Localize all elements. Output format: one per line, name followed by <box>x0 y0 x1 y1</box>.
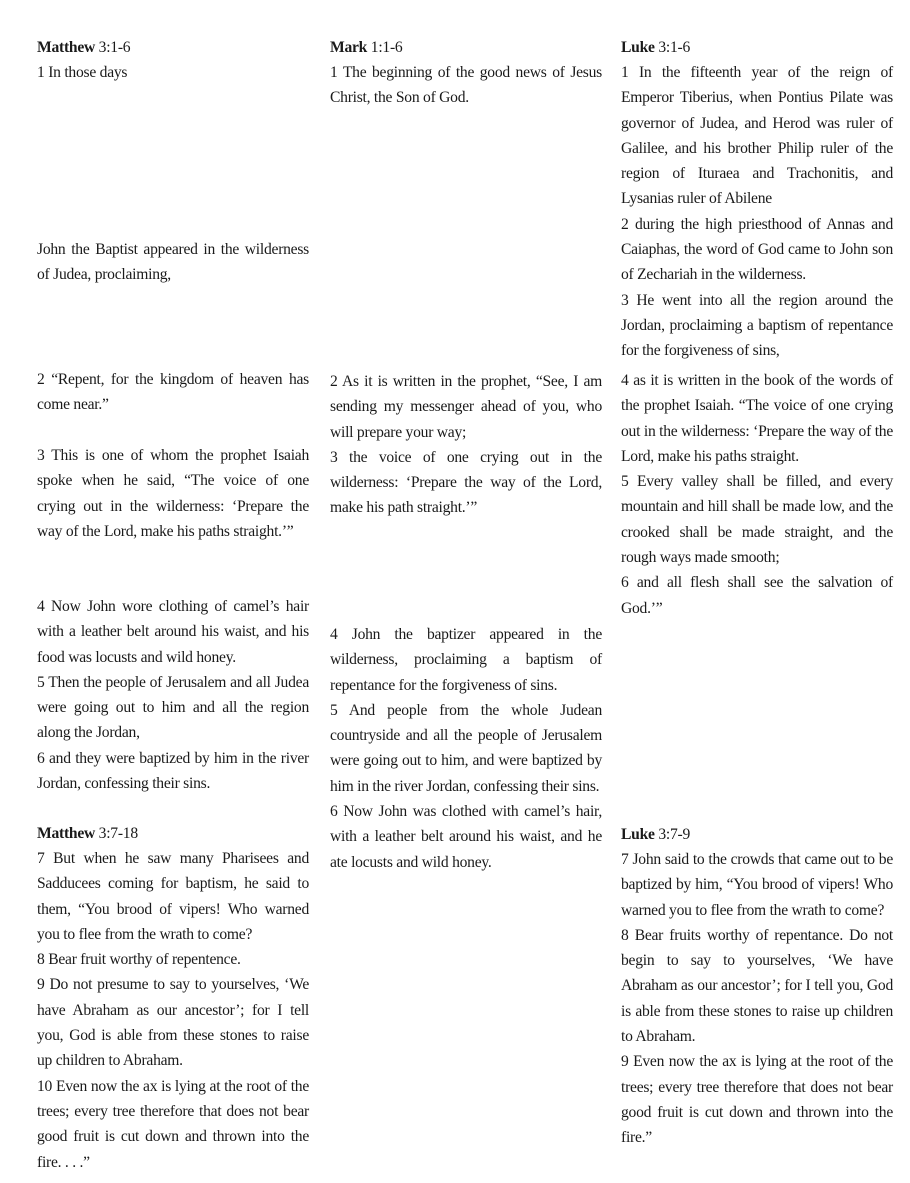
verse-mark-1-1: 1 The beginning of the good news of Jesus Christ, the Son of God. <box>330 64 602 107</box>
book-name: Luke <box>621 39 655 56</box>
luke-verses-4-6 <box>621 368 893 621</box>
verse-luke-3-4: 4 as it is written in the book of the words of the prophet Isaiah. “The voice of one crying out in the wilderness: ‘Prepare the way of the Lord, make his paths straight. <box>621 372 893 465</box>
verse-mark-1-4: 4 John the baptizer appeared in the wilderness, proclaiming a baptism of repentance for the forgiveness of sins. <box>330 626 602 694</box>
mark-section-header <box>330 35 602 60</box>
verse-matthew-3-7: 7 But when he saw many Pharisees and Sadducees coming for baptism, he said to them, “You brood of vipers! Who warned you to flee from the wrath to come? <box>37 850 309 943</box>
verse-luke-3-9: 9 Even now the ax is lying at the root of the trees; every tree therefore that does not bear good fruit is cut down and thrown into the fire.” <box>621 1053 893 1147</box>
verse-matthew-3-6: 6 and they were baptized by him in the river Jordan, confessing their sins. <box>37 749 309 793</box>
verse-luke-3-1: 1 In the fifteenth year of the reign of Emperor Tiberius, when Pontius Pilate was governor of Judea, and Herod was ruler of Galilee, and his brother Philip ruler of the region of Ituraea and Trachonitis, and Lysanias ruler of Abilene <box>621 64 893 208</box>
matthew-verses-7-10 <box>37 846 309 1175</box>
verse-matthew-3-2: 2 “Repent, for the kingdom of heaven has come near.” <box>37 371 309 414</box>
book-name: Luke <box>621 826 655 843</box>
matthew-verses-4-6 <box>37 594 309 796</box>
mark-verses-4-6 <box>330 622 602 875</box>
verse-matthew-3-8: 8 Bear fruit worthy of repentence. <box>37 951 241 969</box>
verse-matthew-3-1b: John the Baptist appeared in the wilderness of Judea, proclaiming, <box>37 241 309 284</box>
chapter-verse-ref: 3:7-9 <box>658 826 690 843</box>
verse-mark-1-3: 3 the voice of one crying out in the wilderness: ‘Prepare the way of the Lord, make his path straight.’” <box>330 448 602 517</box>
verse-luke-3-5: 5 Every valley shall be filled, and every mountain and hill shall be made low, and the crooked shall be made straight, and the rough ways made smooth; <box>621 473 893 567</box>
verse-mark-1-6: 6 Now John was clothed with camel’s hair, with a leather belt around his waist, and he ate locusts and wild honey. <box>330 803 602 871</box>
chapter-verse-ref: 3:1-6 <box>98 39 131 56</box>
verse-luke-3-6: 6 and all flesh shall see the salvation of God.’” <box>621 574 893 617</box>
chapter-verse-ref: 3:1-6 <box>658 39 690 56</box>
chapter-verse-ref: 3:7-18 <box>98 825 138 842</box>
verse-mark-1-2: 2 As it is written in the prophet, “See, I am sending my messenger ahead of you, who will prepare your way; <box>330 373 602 441</box>
verse-matthew-3-3: 3 This is one of whom the prophet Isaiah spoke when he said, “The voice of one crying out in the wilderness: ‘Prepare the way of the Lord, make his paths straight.’” <box>37 447 309 540</box>
verse-mark-1-5: 5 And people from the whole Judean countryside and all the people of Jerusalem were going out to him, and were baptized by him in the river Jordan, confessing their sins. <box>330 701 602 795</box>
book-name: Mark <box>330 39 368 56</box>
chapter-verse-ref: 1:1-6 <box>370 39 403 56</box>
verse-matthew-3-10: 10 Even now the ax is lying at the root of the trees; every tree therefore that does not bear good fruit is cut down and thrown into the fire. . . .” <box>37 1077 309 1171</box>
verse-matthew-3-4: 4 Now John wore clothing of camel’s hair with a leather belt around his waist, and his food was locusts and wild honey. <box>37 598 309 666</box>
luke-section-header <box>621 35 893 60</box>
matthew-section-2-header <box>37 821 309 846</box>
book-name: Matthew <box>37 39 96 56</box>
luke-verses-7-9 <box>621 847 893 1151</box>
luke-verses-1-3 <box>621 60 893 364</box>
verse-matthew-3-5: 5 Then the people of Jerusalem and all Judea were going out to him and all the region along the Jordan, <box>37 673 309 742</box>
matthew-section-header <box>37 35 309 60</box>
verse-luke-3-2: 2 during the high priesthood of Annas and Caiaphas, the word of God came to John son of Zechariah in the wilderness. <box>621 215 893 284</box>
verse-luke-3-8: 8 Bear fruits worthy of repentance. Do not begin to say to yourselves, ‘We have Abraham as our ancestor’; for I tell you, God is able from these stones to raise up children to Abraham. <box>621 926 893 1046</box>
luke-section-2-header <box>621 822 893 847</box>
verse-matthew-3-9: 9 Do not presume to say to yourselves, ‘We have Abraham as our ancestor’; for I tell you, God is able from these stones to raise up children to Abraham. <box>37 976 309 1070</box>
verse-luke-3-7: 7 John said to the crowds that came out to be baptized by him, “You brood of vipers! Who warned you to flee from the wrath to come? <box>621 851 893 919</box>
verse-luke-3-3: 3 He went into all the region around the Jordan, proclaiming a baptism of repentance for the forgiveness of sins, <box>621 291 893 360</box>
book-name: Matthew <box>37 825 96 842</box>
mark-verses-2-3 <box>330 369 602 521</box>
verse-matthew-3-1a: 1 In those days <box>37 64 128 81</box>
